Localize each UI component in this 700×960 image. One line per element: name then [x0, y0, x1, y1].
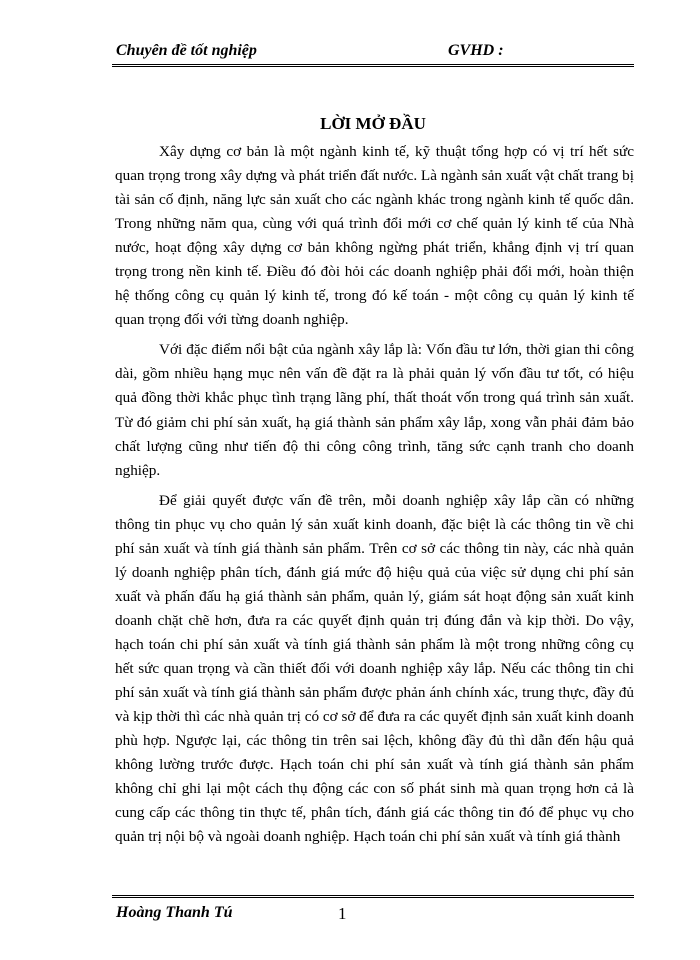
- paragraph: Để giải quyết được vấn đề trên, mỗi doanh nghiệp xây lắp cần có những thông tin phục vụ cho quản lý sản xuất kinh doanh, đặc biệt là các thông tin về chi phí sản xuất và tính giá thành sản phẩm. Trên cơ sở các thông tin này, các nhà quản lý doanh nghiệp phân tích, đánh giá mức độ hiệu quả của việc sử dụng chi phí sản xuất và phấn đấu hạ giá thành sản phẩm, quản lý, giám sát hoạt động sản xuất kinh doanh chặt chẽ hơn, đưa ra các quyết định quản trị đúng đắn và kịp thời. Do vậy, hạch toán chi phí sản xuất và tính giá thành sản phẩm là một trong những công cụ hết sức quan trọng và cần thiết đối với doanh nghiệp xây lắp. Nếu các thông tin chi phí sản xuất và tính giá thành sản phẩm được phản ánh chính xác, trung thực, đầy đủ và kịp thời thì các nhà quản trị có cơ sở để đưa ra các quyết định sản xuất kinh doanh phù hợp. Ngược lại, các thông tin trên sai lệch, không đầy đủ thì dẫn đến hậu quả không lường trước được. Hạch toán chi phí sản xuất và tính giá thành sản phẩm không chỉ ghi lại một cách thụ động các con số phát sinh mà quan trọng hơn cả là cung cấp các thông tin thực tế, phân tích, đánh giá các thông tin đó để phục vụ cho quản trị nội bộ và ngoài doanh nghiệp. Hạch toán chi phí sản xuất và tính giá thành: [115, 491, 634, 846]
- paragraph: Với đặc điểm nổi bật của ngành xây lắp là: Vốn đầu tư lớn, thời gian thi công dài, gồm nhiều hạng mục nên vấn đề đặt ra là phải quản lý vốn đầu tư tốt, có hiệu quả đồng thời khắc phục tình trạng lãng phí, thất thoát vốn trong quá trình sản xuất. Từ đó giảm chi phí sản xuất, hạ giá thành sản phẩm xây lắp, xong vẫn phải đảm bảo chất lượng cũng như tiến độ thi công công trình, tăng sức cạnh tranh cho doanh nghiệp.: [115, 341, 634, 479]
- page-footer: [112, 895, 634, 923]
- footer-author: Hoàng Thanh Tú: [116, 904, 233, 921]
- header-advisor-label: GVHD :: [448, 42, 504, 59]
- body-text: [115, 140, 634, 855]
- page-title: LỜI MỞ ĐẦU: [320, 114, 426, 133]
- page-header: [112, 40, 634, 67]
- paragraph: Xây dựng cơ bản là một ngành kinh tế, kỹ thuật tổng hợp có vị trí hết sức quan trọng trong xây dựng và phát triển đất nước. Là ngành sản xuất vật chất trang bị tài sản cố định, năng lực sản xuất cho các ngành khác trong ngành kinh tế quốc dân. Trong những năm qua, cùng với quá trình đổi mới cơ chế quản lý kinh tế của Nhà nước, hoạt động xây dựng cơ bản không ngừng phát triển, khẳng định vị trí quan trọng trong nền kinh tế. Điều đó đòi hỏi các doanh nghiệp phải đổi mới, hoàn thiện hệ thống công cụ quản lý kinh tế, trong đó kế toán - một công cụ quản lý kinh tế quan trọng đối với từng doanh nghiệp.: [115, 143, 634, 329]
- header-document-type: Chuyên đề tốt nghiệp: [116, 42, 257, 59]
- page-number: 1: [338, 904, 347, 923]
